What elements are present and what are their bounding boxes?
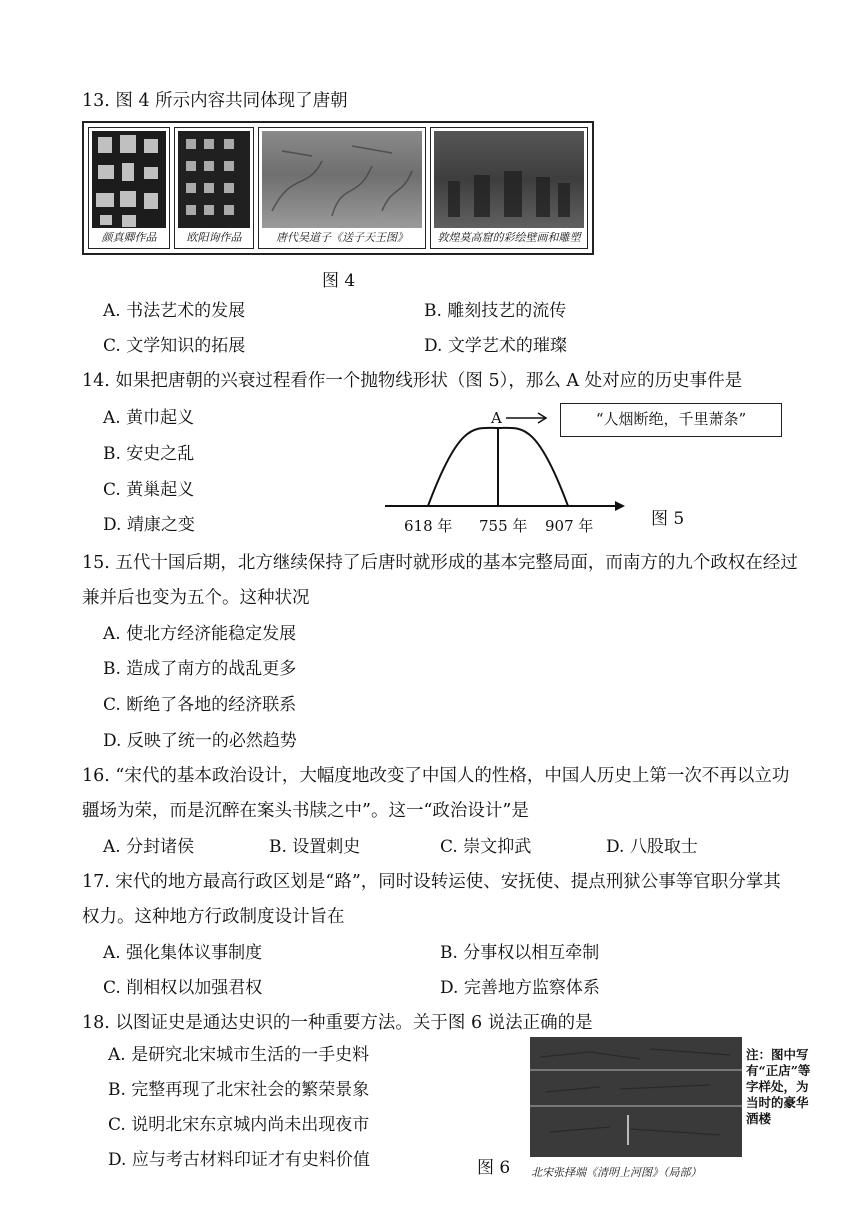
q17-option-d[interactable]: D. 完善地方监察体系 [440,978,600,998]
year-label-start: 618 年 [404,517,453,535]
q13-option-a[interactable]: A. 书法艺术的发展 [103,301,246,321]
figure-4-label: 图 4 [322,271,356,291]
figure-4-panel-2 [174,127,254,249]
figure-6-note: 注：图中写有“正店”等字样处，为当时的豪华酒楼 [746,1047,811,1126]
q14-stem: 14. 如果把唐朝的兴衰过程看作一个抛物线形状（图 5），那么 A 处对应的历史事件是 [82,371,743,391]
q15-option-b[interactable]: B. 造成了南方的战乱更多 [103,659,297,679]
point-a-label: A [491,409,502,427]
figure-4-panel-3 [258,127,426,249]
figure-4-caption-2: 欧阳询作品 [186,231,242,244]
q14-option-c[interactable]: C. 黄巢起义 [103,480,195,500]
q15-option-d[interactable]: D. 反映了统一的必然趋势 [103,731,297,751]
q15-option-a[interactable]: A. 使北方经济能稳定发展 [103,624,297,644]
q18-option-a[interactable]: A. 是研究北宋城市生活的一手史料 [108,1045,370,1065]
q13-option-d[interactable]: D. 文学艺术的璀璨 [424,336,567,356]
q13-option-c[interactable]: C. 文学知识的拓展 [103,336,246,356]
q17-option-b[interactable]: B. 分事权以相互牵制 [440,943,600,963]
figure-4-caption-3: 唐代吴道子《送子天王图》 [276,231,408,244]
q16-option-a[interactable]: A. 分封诸侯 [103,837,195,857]
q16-stem-line1: 16. “宋代的基本政治设计，大幅度地改变了中国人的性格，中国人历史上第一次不再以立功 [82,766,790,786]
figure-4-panel-1 [88,127,170,249]
q13-option-b[interactable]: B. 雕刻技艺的流传 [424,301,567,321]
q15-stem-line1: 15. 五代十国后期，北方继续保持了后唐时就形成的基本完整局面，而南方的九个政权在经过 [82,553,798,573]
q16-option-b[interactable]: B. 设置刺史 [269,837,361,857]
q17-option-c[interactable]: C. 削相权以加强君权 [103,978,263,998]
q16-option-d[interactable]: D. 八股取士 [606,837,698,857]
figure-6-caption: 北宋张择端《清明上河图》（局部） [531,1166,702,1179]
q14-option-b[interactable]: B. 安史之乱 [103,444,195,464]
q18-option-d[interactable]: D. 应与考古材料印证才有史料价值 [108,1150,370,1170]
painting-image [262,131,422,228]
q14-option-d[interactable]: D. 靖康之变 [103,515,195,535]
figure-4-caption-1: 颜真卿作品 [101,231,157,244]
calligraphy-image [178,131,250,228]
q13-stem: 13. 图 4 所示内容共同体现了唐朝 [82,91,348,111]
figure-6-label: 图 6 [477,1158,511,1178]
q18-option-b[interactable]: B. 完整再现了北宋社会的繁荣景象 [108,1080,370,1100]
figure-5-label: 图 5 [651,509,685,529]
figure-6-image [530,1037,742,1157]
year-label-peak: 755 年 [479,517,528,535]
figure-4-caption-4: 敦煌莫高窟的彩绘壁画和雕塑 [437,231,581,244]
q17-stem-line1: 17. 宋代的地方最高行政区划是“路”，同时设转运使、安抚使、提点刑狱公事等官职分掌其 [82,872,781,892]
figure-4 [82,121,594,255]
mural-image [434,131,584,228]
figure-4-panel-4 [430,127,588,249]
figure-5-callout: “人烟断绝，千里萧条” [560,403,782,437]
q17-stem-line2: 权力。这种地方行政制度设计旨在 [82,907,345,927]
q15-stem-line2: 兼并后也变为五个。这种状况 [82,588,310,608]
axis-arrowhead [615,501,625,511]
calligraphy-image [92,131,166,228]
q15-option-c[interactable]: C. 断绝了各地的经济联系 [103,695,297,715]
q17-option-a[interactable]: A. 强化集体议事制度 [103,943,263,963]
year-label-end: 907 年 [545,517,594,535]
painting-texture [530,1037,742,1157]
q16-stem-line2: 疆场为荣，而是沉醉在案头书牍之中”。这一“政治设计”是 [82,801,529,821]
q16-option-c[interactable]: C. 崇文抑武 [440,837,532,857]
q18-option-c[interactable]: C. 说明北宋东京城内尚未出现夜市 [108,1115,370,1135]
q18-stem: 18. 以图证史是通达史识的一种重要方法。关于图 6 说法正确的是 [82,1013,593,1033]
q14-option-a[interactable]: A. 黄巾起义 [103,408,195,428]
